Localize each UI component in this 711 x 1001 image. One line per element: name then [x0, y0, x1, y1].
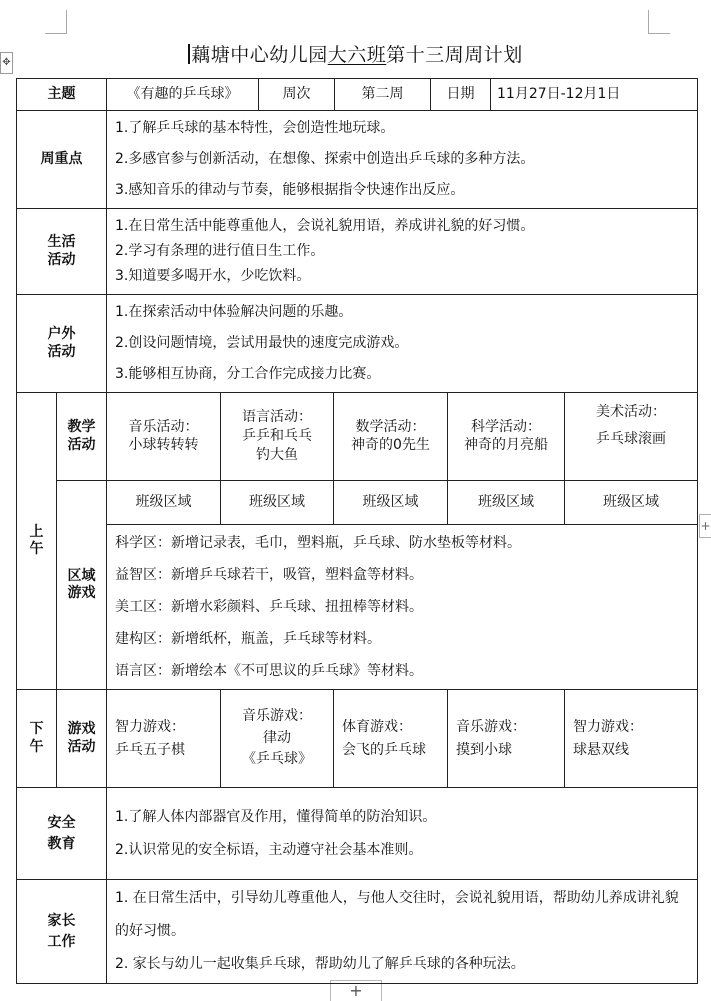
- add-column-plus-icon[interactable]: +: [699, 514, 711, 538]
- list-item: 2.认识常见的安全标语，主动遵守社会基本准则。: [115, 841, 423, 858]
- teaching-activity-2: 语言活动： 乒乒和乓乓 钓大鱼: [221, 393, 334, 481]
- life-label: 生活 活动: [17, 209, 107, 295]
- week-focus-label: 周重点: [17, 111, 107, 209]
- list-item: 1.了解乒乓球的基本特性，会创造性地玩球。: [115, 120, 395, 136]
- parents-label: 家长 工作: [17, 880, 107, 984]
- header-row: [17, 79, 698, 111]
- zone-games-label: 区域 游戏: [57, 481, 107, 690]
- game-activities-label: 游戏 活动: [57, 690, 107, 788]
- weekly-plan-table: [16, 78, 698, 984]
- parents-list: [107, 880, 698, 984]
- parents-row: [17, 880, 698, 984]
- list-item: 2.多感官参与创新活动，在想像、探索中创造出乒乓球的多种方法。: [115, 151, 535, 167]
- teaching-activity-4: 科学活动： 神奇的月亮船: [448, 393, 565, 481]
- game-activity-4: 音乐游戏： 摸到小球: [448, 690, 565, 788]
- list-item: 建构区：新增纸杯，瓶盖，乒乓球等材料。: [115, 631, 381, 647]
- zone-header-row: [17, 481, 698, 525]
- list-item: 3.知道要多喝开水，少吃饮料。: [115, 268, 311, 284]
- list-item: 科学区：新增记录表，毛巾，塑料瓶，乒乓球、防水垫板等材料。: [115, 535, 521, 551]
- afternoon-label: 下 午: [17, 690, 57, 788]
- page-title: 藕塘中心幼儿园大六班第十三周周计划: [0, 40, 711, 67]
- teaching-activity-1: 音乐活动： 小球转转转: [107, 393, 221, 481]
- zone-header: 班级区域: [221, 481, 334, 525]
- list-item: 2.创设问题情境，尝试用最快的速度完成游戏。: [115, 335, 409, 351]
- list-item: 语言区：新增绘本《不可思议的乒乓球》等材料。: [115, 663, 423, 679]
- week-value: 第二周: [335, 79, 431, 110]
- game-activity-3: 体育游戏： 会飞的乒乓球: [334, 690, 448, 788]
- zone-header: 班级区域: [565, 481, 698, 525]
- text-cursor: [188, 44, 190, 64]
- list-item: 益智区：新增乒乓球若干，吸管，塑料盒等材料。: [115, 567, 423, 583]
- afternoon-row: [17, 690, 698, 788]
- zone-header: 班级区域: [334, 481, 448, 525]
- outdoor-label: 户外 活动: [17, 295, 107, 393]
- crop-mark-top-right: [648, 10, 670, 34]
- week-label: 周次: [259, 79, 335, 110]
- list-item: 1.了解人体内部器官及作用，懂得简单的防治知识。: [115, 808, 437, 825]
- zone-header: 班级区域: [448, 481, 565, 525]
- list-item: 1.在探索活动中体验解决问题的乐趣。: [115, 304, 353, 320]
- list-item: 美工区：新增水彩颜料、乒乓球、扭扭棒等材料。: [115, 599, 423, 615]
- game-activity-2: 音乐游戏： 律动 《乒乓球》: [221, 690, 334, 788]
- list-item: 2. 家长与幼儿一起收集乒乓球，帮助幼儿了解乒乓球的各种玩法。: [115, 956, 525, 972]
- move-icon[interactable]: ✥: [0, 52, 13, 74]
- theme-label: 主题: [17, 79, 107, 111]
- theme-value: 《有趣的乒乓球》: [107, 79, 259, 110]
- add-row-plus-icon[interactable]: +: [330, 980, 382, 1001]
- zone-games-row: [17, 525, 698, 690]
- life-row: [17, 209, 698, 295]
- list-item: 3.能够相互协商，分工合作完成接力比赛。: [115, 366, 381, 382]
- game-activity-5: 智力游戏： 球悬双线: [565, 690, 698, 788]
- list-item: 2.学习有条理的进行值日生工作。: [115, 243, 325, 259]
- safety-list: [107, 788, 698, 880]
- morning-label: 上 午: [17, 393, 57, 690]
- list-item: 3.感知音乐的律动与节奏，能够根据指令快速作出反应。: [115, 182, 465, 198]
- outdoor-row: [17, 295, 698, 393]
- game-activity-1: 智力游戏： 乒乓五子棋: [107, 690, 221, 788]
- crop-mark-top-left: [45, 10, 67, 34]
- zone-games-list: [107, 525, 698, 690]
- safety-row: [17, 788, 698, 880]
- week-focus-row: [17, 111, 698, 209]
- safety-label: 安全 教育: [17, 788, 107, 880]
- outdoor-list: [107, 295, 698, 393]
- teaching-activity-5: 美术活动： 乒乓球滚画: [565, 393, 698, 481]
- teaching-label: 教学 活动: [57, 393, 107, 481]
- teaching-activity-3: 数学活动： 神奇的0先生: [334, 393, 448, 481]
- date-label: 日期: [431, 79, 491, 110]
- zone-header: 班级区域: [107, 481, 221, 525]
- date-value: 11月27日-12月1日: [497, 86, 621, 102]
- teaching-row: [17, 393, 698, 481]
- week-focus-list: [107, 111, 698, 209]
- class-name: 大六班: [327, 44, 387, 66]
- list-item: 1.在日常生活中能尊重他人，会说礼貌用语，养成讲礼貌的好习惯。: [115, 218, 535, 234]
- list-item: 1. 在日常生活中，引导幼儿尊重他人，与他人交往时，会说礼貌用语，帮助幼儿养成讲礼貌的好习惯。: [115, 890, 679, 939]
- life-list: [107, 209, 698, 295]
